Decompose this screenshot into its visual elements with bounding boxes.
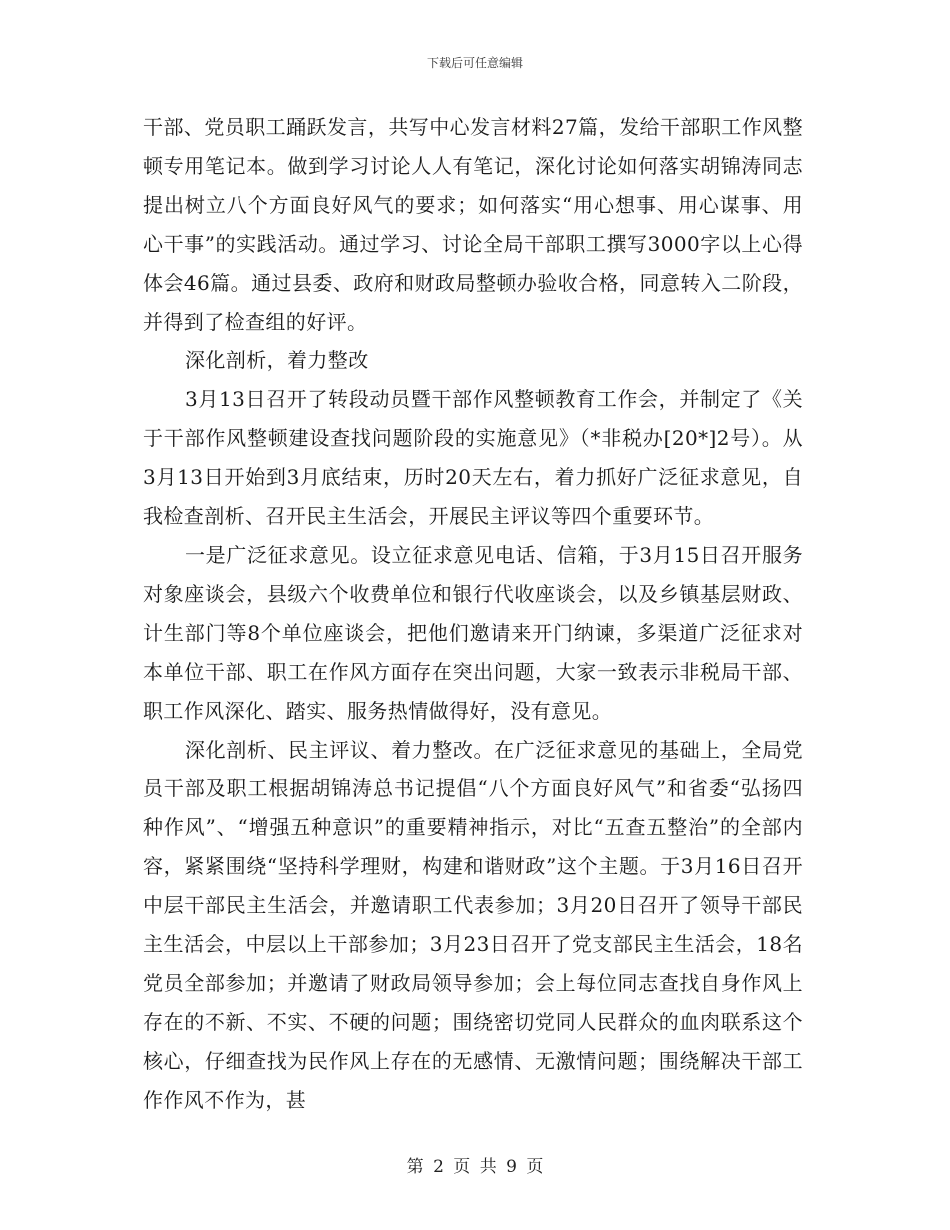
page-header-note: 下载后可任意编辑 — [426, 56, 523, 70]
paragraph: 干部、党员职工踊跃发言，共写中心发言材料27篇，发给干部职工作风整顿专用笔记本。做到学习讨论人人有笔记，深化讨论如何落实胡锦涛同志提出树立八个方面良好风气的要求；如何落实“用心想事、用心谋事、用心干事”的实践活动。通过学习、讨论全局干部职工撰写3000字以上心得体会46篇。通过县委、政府和财政局整顿办验收合格，同意转入二阶段，并得到了检查组的好评。 — [143, 115, 803, 334]
page-number: 第 2 页 共 9 页 — [406, 1157, 544, 1177]
paragraph: 深化剖析、民主评议、着力整改。在广泛征求意见的基础上，全局党员干部及职工根据胡锦涛总书记提倡“八个方面良好风气”和省委“弘扬四种作风”、“增强五种意识”的重要精神指示，对比“五查五整治”的全部内容，紧紧围绕“坚持科学理财，构建和谐财政”这个主题。于3月16日召开中层干部民主生活会，并邀请职工代表参加；3月20日召开了领导干部民主生活会，中层以上干部参加；3月23日召开了党支部民主生活会，18名党员全部参加；并邀请了财政局领导参加；会上每位同志查找自身作风上存在的不新、不实、不硬的问题；围绕密切党同人民群众的血肉联系这个核心，仔细查找为民作风上存在的无感情、无激情问题；围绕解决干部工作作风不作为，甚 — [143, 737, 803, 1112]
document-body — [143, 108, 803, 1120]
paragraph: 3月13日召开了转段动员暨干部作风整顿教育工作会，并制定了《关于干部作风整顿建设查找问题阶段的实施意见》（*非税办[20*]2号）。从3月13日开始到3月底结束，历时20天左右，着力抓好广泛征求意见，自我检查剖析、召开民主生活会，开展民主评议等四个重要环节。 — [143, 387, 803, 529]
section-heading: 深化剖析，着力整改 — [185, 348, 369, 373]
paragraph: 一是广泛征求意见。设立征求意见电话、信箱，于3月15日召开服务对象座谈会，县级六个收费单位和银行代收座谈会，以及乡镇基层财政、计生部门等8个单位座谈会，把他们邀请来开门纳谏，多渠道广泛征求对本单位干部、职工在作风方面存在突出问题，大家一致表示非税局干部、职工作风深化、踏实、服务热情做得好，没有意见。 — [143, 542, 803, 723]
